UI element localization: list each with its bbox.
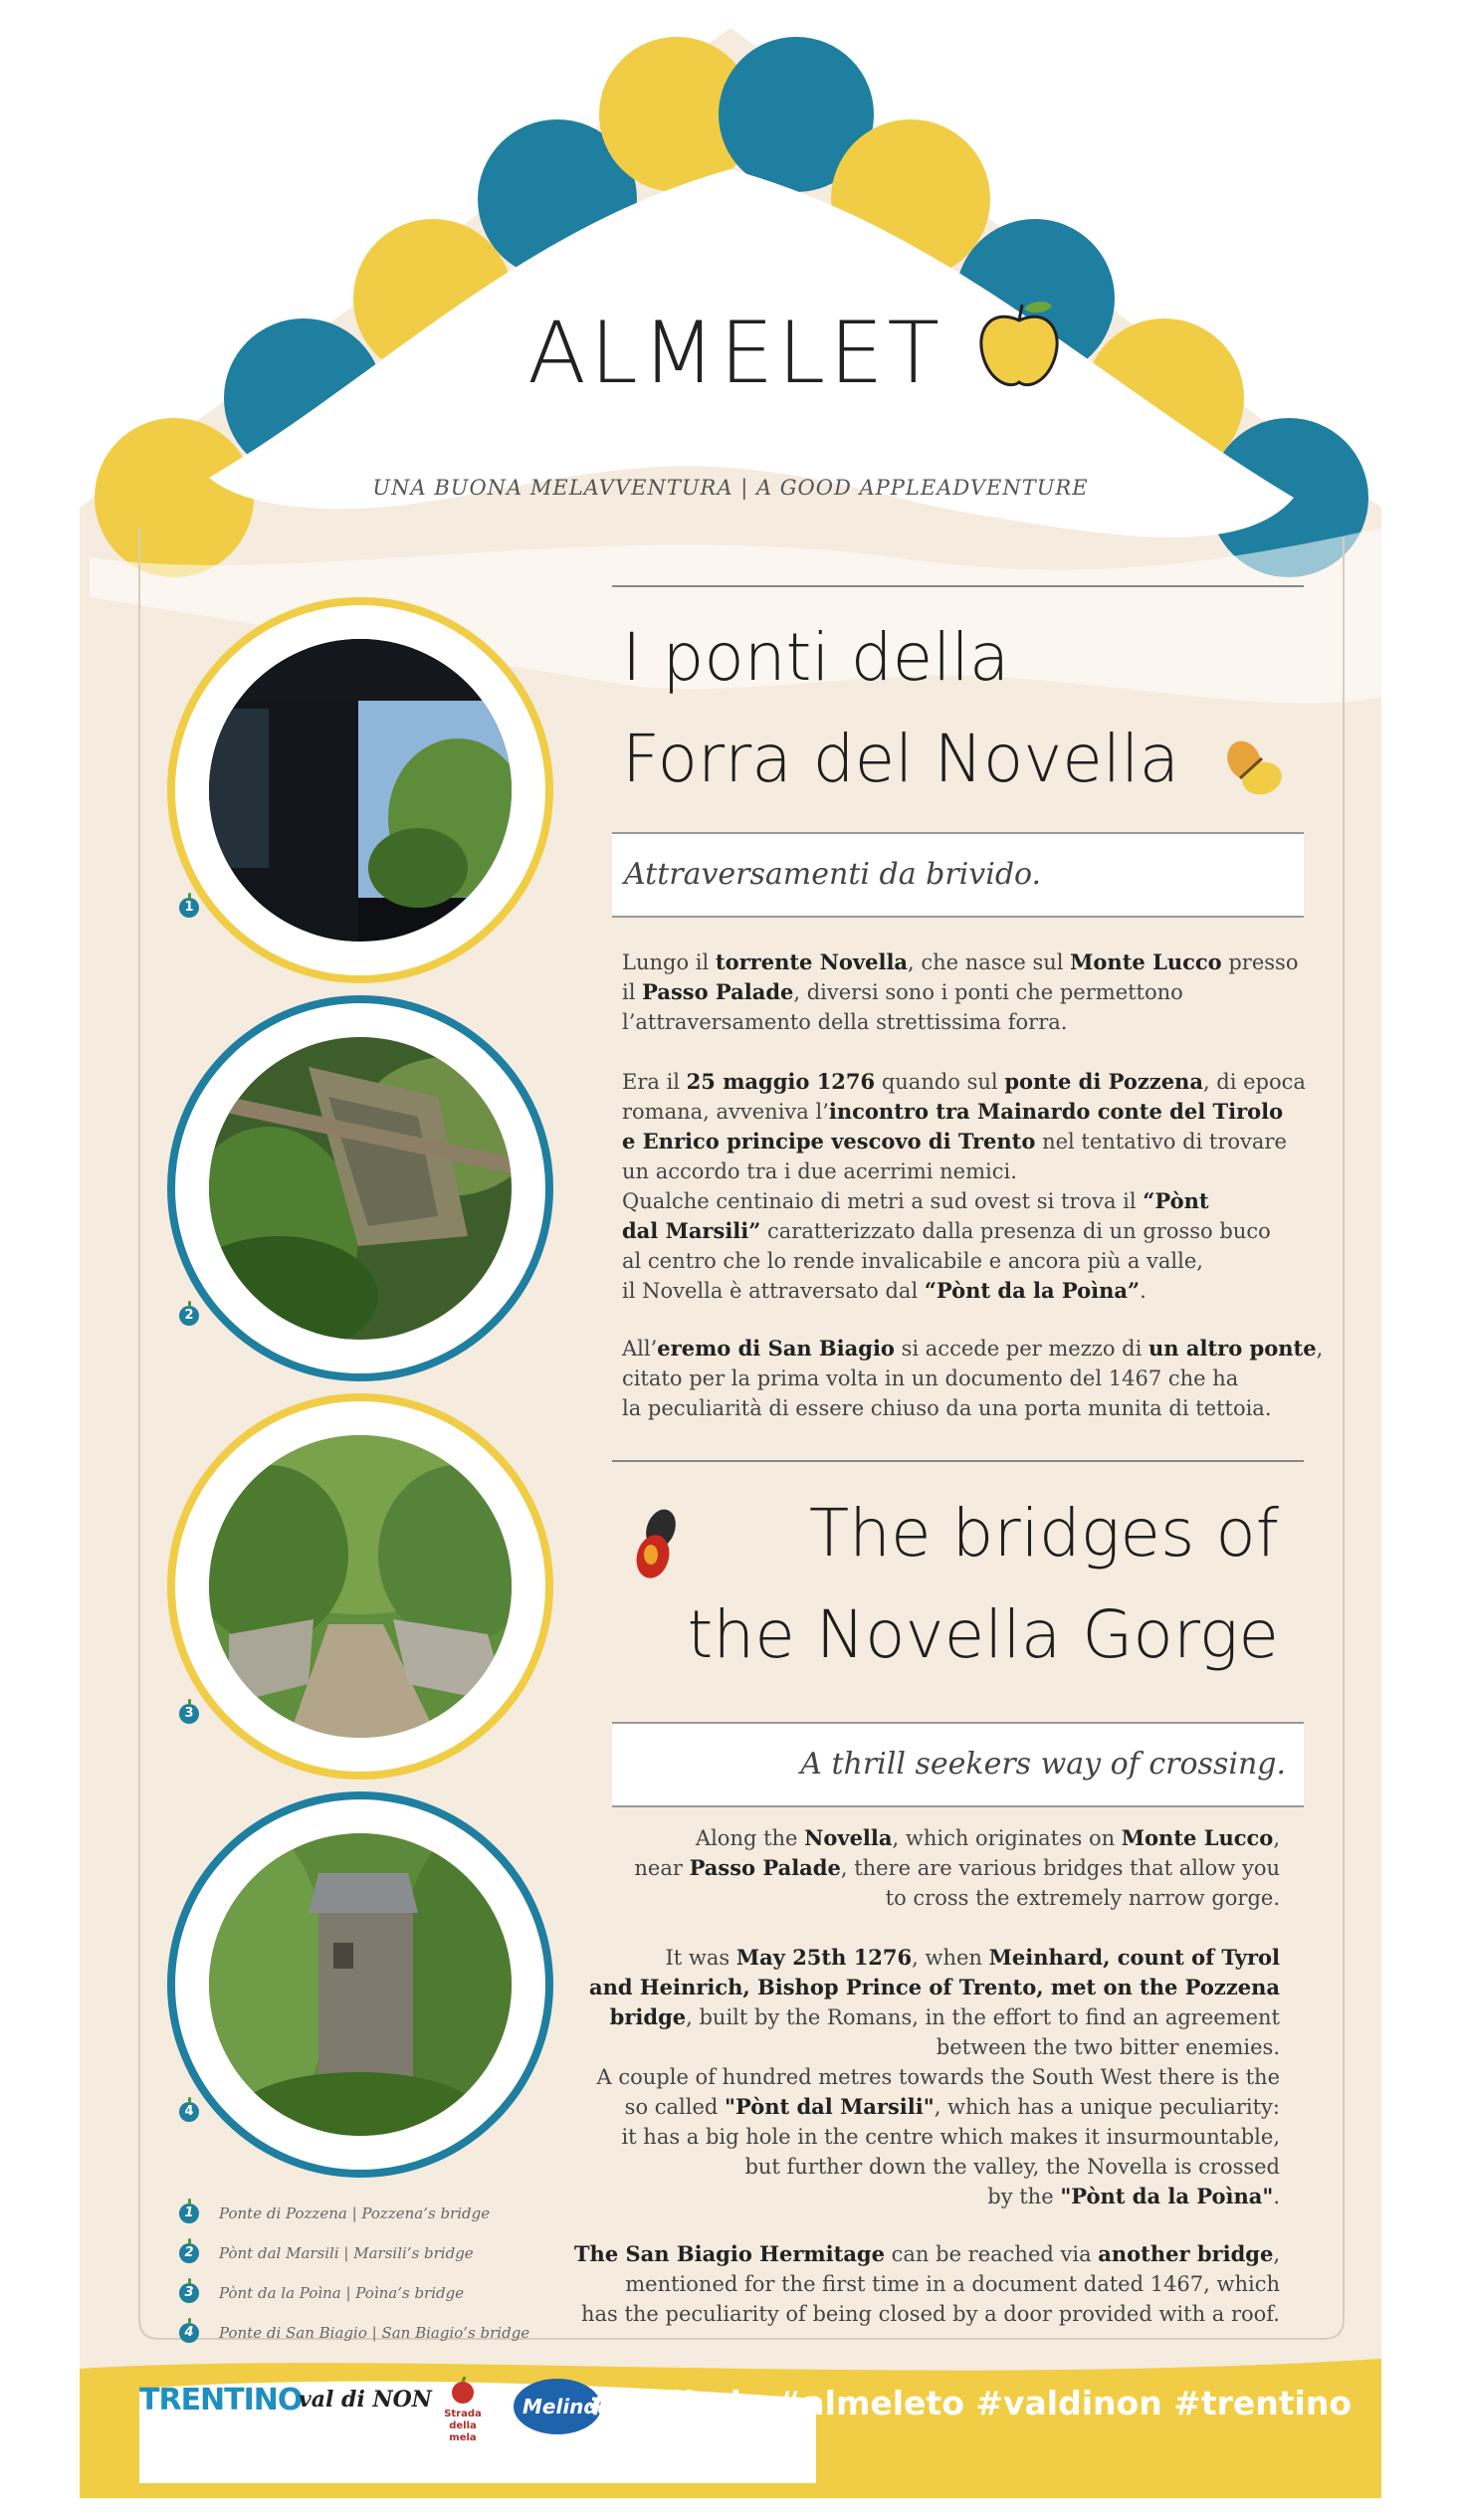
photo-san-biagio-bridge [209, 1833, 512, 2136]
italian-title [622, 607, 1179, 810]
italian-paragraph-2: Era il 25 maggio 1276 quando sul ponte di Pozzena, di epoca romana, avveniva l’incontro tra Mainardo conte del Tirolo e Enrico principe vescovo di Trento nel tentativo di trovare un accordo tra i due acerrimi nemici. Qualche centinaio di metri a sud ovest si trova il “Pònt dal Marsili” caratterizzato dalla presenza di un grosso buco al centro che lo rende invalicabile e ancora più a valle, il Novella è attraversato dal “Pònt da la Poìna”. [622, 1069, 1306, 1303]
divider-top [612, 585, 1304, 587]
caption-text-1: Ponte di Pozzena | Pozzena’s bridge [219, 2205, 491, 2222]
logo-text: ALMELET [527, 304, 944, 403]
english-title [612, 1483, 1279, 1686]
butterfly-yellow-icon [1222, 738, 1288, 804]
english-paragraph-2: It was May 25th 1276, when Meinhard, count of Tyrol and Heinrich, Bishop Prince of Trento, met on the Pozzena bridge, built by the Romans, in the effort to find an agreement between the two bitter enemies. A couple of hundred metres towards the South West there is the so called "Pònt dal Marsili", which has a unique peculiarity: it has a big hole in the centre which makes it insurmountable, but further down the valley, the Novella is crossed by the "Pònt da la Poìna". [588, 1945, 1280, 2208]
caption-number-2: 2 [179, 2243, 199, 2263]
english-title-line2: the Novella Gorge [687, 1596, 1279, 1673]
photo-pozzena-bridge [209, 639, 512, 942]
photo-number-2: 2 [179, 1306, 199, 1326]
strada-text: Strada della mela [444, 2409, 482, 2443]
italian-title-line2: Forra del Novella [622, 721, 1180, 797]
caption-text-2: Pònt dal Marsili | Marsili’s bridge [219, 2244, 474, 2262]
photo-number-4: 4 [179, 2102, 199, 2122]
english-title-line1: The bridges of [808, 1495, 1279, 1572]
italian-subtitle: Attraversamenti da brivido. [612, 832, 1304, 918]
hashtags: #melinda #almeleto #valdinon #trentino [587, 2384, 1352, 2422]
caption-text-3: Pònt da la Poìna | Poìna’s bridge [219, 2284, 465, 2302]
valdinon-logo: val di NON [299, 2387, 432, 2413]
tagline: UNA BUONA MELAVVENTURA | A GOOD APPLEADVENTURE [372, 476, 1089, 500]
english-paragraph-3: The San Biagio Hermitage can be reached via another bridge, mentioned for the first time in a document dated 1467, which has the peculiarity of being closed by a door provided with a roof. [573, 2241, 1280, 2326]
caption-number-3: 3 [179, 2283, 199, 2303]
caption-number-4: 4 [179, 2323, 199, 2343]
strada-della-mela-logo [438, 2377, 488, 2444]
trentino-logo: TRENTINO [139, 2383, 303, 2417]
english-subtitle: A thrill seekers way of crossing. [612, 1722, 1304, 1807]
photo-number-1: 1 [179, 898, 199, 918]
almeleto-logo [527, 299, 1064, 403]
italian-title-line1: I ponti della [622, 619, 1010, 696]
apple-red-icon [448, 2377, 478, 2405]
photo-marsili-bridge [209, 1037, 512, 1340]
italian-paragraph-3: All’eremo di San Biagio si accede per mezzo di un altro ponte, citato per la prima volta in un documento del 1467 che ha la peculiarità di essere chiuso da una porta munita di tettoia. [622, 1336, 1324, 1420]
caption-number-1: 1 [179, 2204, 199, 2223]
caption-text-4: Ponte di San Biagio | San Biagio’s bridge [219, 2324, 530, 2342]
italian-paragraph-1: Lungo il torrente Novella, che nasce sul Monte Lucco presso il Passo Palade, diversi sono i ponti che permettono l’attraversamento della strettissima forra. [622, 949, 1299, 1034]
divider-middle [612, 1460, 1304, 1462]
english-paragraph-1: Along the Novella, which originates on Monte Lucco, near Passo Palade, there are various bridges that allow you to cross the extremely narrow gorge. [634, 1825, 1280, 1910]
melinda-text: Melinda [522, 2395, 612, 2418]
photo-poina-bridge [209, 1435, 512, 1738]
photo-number-3: 3 [179, 1704, 199, 1724]
apple-icon [974, 299, 1064, 390]
